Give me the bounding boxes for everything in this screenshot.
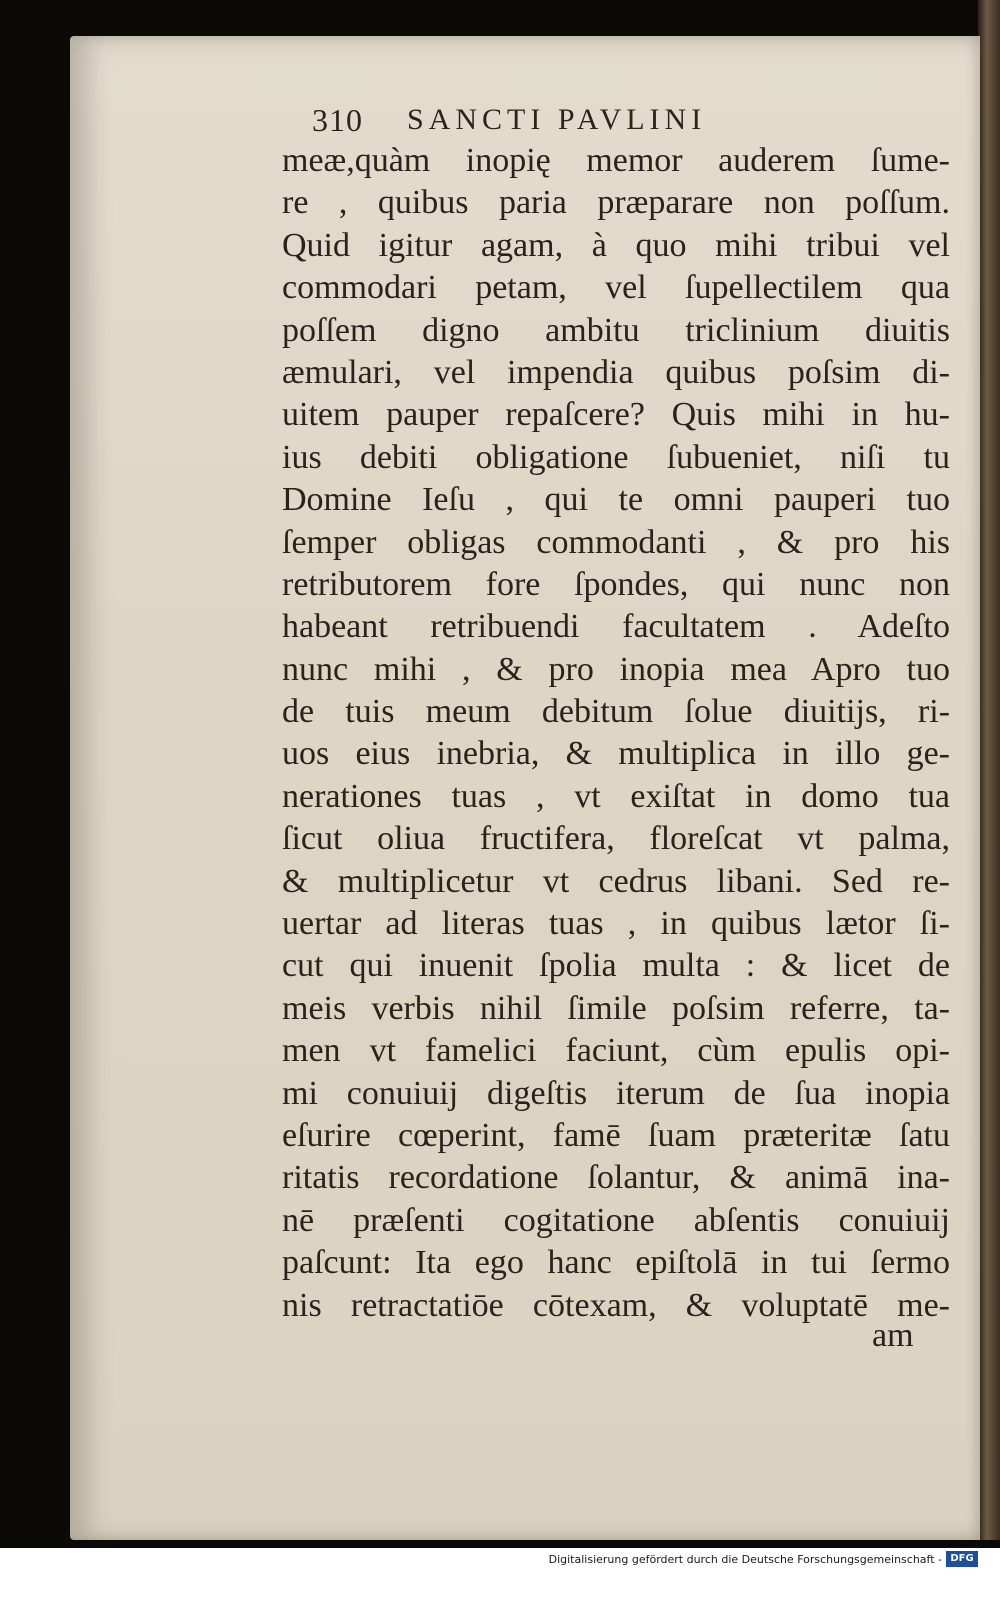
running-head <box>312 100 832 140</box>
text-line: eſurire cœperint, famē ſuam præteritæ ſatu <box>282 1116 950 1154</box>
text-line: ſemper obligas commodanti , & pro his <box>282 523 950 561</box>
text-line: uertar ad literas tuas , in quibus lætor ſi- <box>282 905 950 943</box>
footer-credit: Digitalisierung gefördert durch die Deutsche Forschungsgemeinschaft - <box>548 1553 942 1566</box>
text-line: mi conuiuij digeſtis iterum de ſua inopia <box>282 1074 950 1112</box>
text-line: nerationes tuas , vt exiſtat in domo tua <box>282 777 950 815</box>
text-line: uitem pauper repaſcere? Quis mihi in hu- <box>282 396 950 434</box>
dfg-logo: DFG <box>946 1551 978 1567</box>
text-line: de tuis meum debitum ſolue diuitijs, ri- <box>282 693 950 731</box>
text-line: nis retractatiōe cōtexam, & voluptatē me- <box>282 1286 950 1324</box>
page-number: 310 <box>312 101 363 138</box>
text-line: ſicut oliua fructifera, floreſcat vt palma, <box>282 820 950 858</box>
text-line: paſcunt: Ita ego hanc epiſtolā in tui ſermo <box>282 1244 950 1282</box>
book-spine <box>978 0 1000 1540</box>
text-line: meis verbis nihil ſimile poſsim referre, ta- <box>282 989 950 1027</box>
text-line: re , quibus paria præparare non poſſum. <box>282 184 950 222</box>
text-line: meæ,quàm inopię memor auderem ſume- <box>282 142 950 179</box>
running-title: SANCTI PAVLINI <box>407 103 707 136</box>
text-line: cut qui inuenit ſpolia multa : & licet de <box>282 947 950 985</box>
text-line: ius debiti obligatione ſubueniet, niſi tu <box>282 438 950 476</box>
body-text <box>282 140 950 1327</box>
text-line: & multiplicetur vt cedrus libani. Sed re- <box>282 862 950 900</box>
text-line: commodari petam, vel ſupellectilem qua <box>282 269 950 307</box>
text-line: æmulari, vel impendia quibus poſsim di- <box>282 353 950 391</box>
text-line: habeant retribuendi facultatem . Adeſto <box>282 608 950 646</box>
text-line: ritatis recordatione ſolantur, & animā ina- <box>282 1159 950 1197</box>
text-line: poſſem digno ambitu triclinium diuitis <box>282 311 950 349</box>
text-line: men vt famelici faciunt, cùm epulis opi- <box>282 1032 950 1070</box>
text-line: Domine Ieſu , qui te omni pauperi tuo <box>282 481 950 519</box>
text-line: Quid igitur agam, à quo mihi tribui vel <box>282 226 950 264</box>
text-line: retributorem fore ſpondes, qui nunc non <box>282 565 950 603</box>
text-line: nunc mihi , & pro inopia mea Apro tuo <box>282 650 950 688</box>
text-line: nē præſenti cogitatione abſentis conuiuij <box>282 1201 950 1239</box>
text-line: uos eius inebria, & multiplica in illo ge- <box>282 735 950 773</box>
catchword: am <box>872 1317 914 1354</box>
